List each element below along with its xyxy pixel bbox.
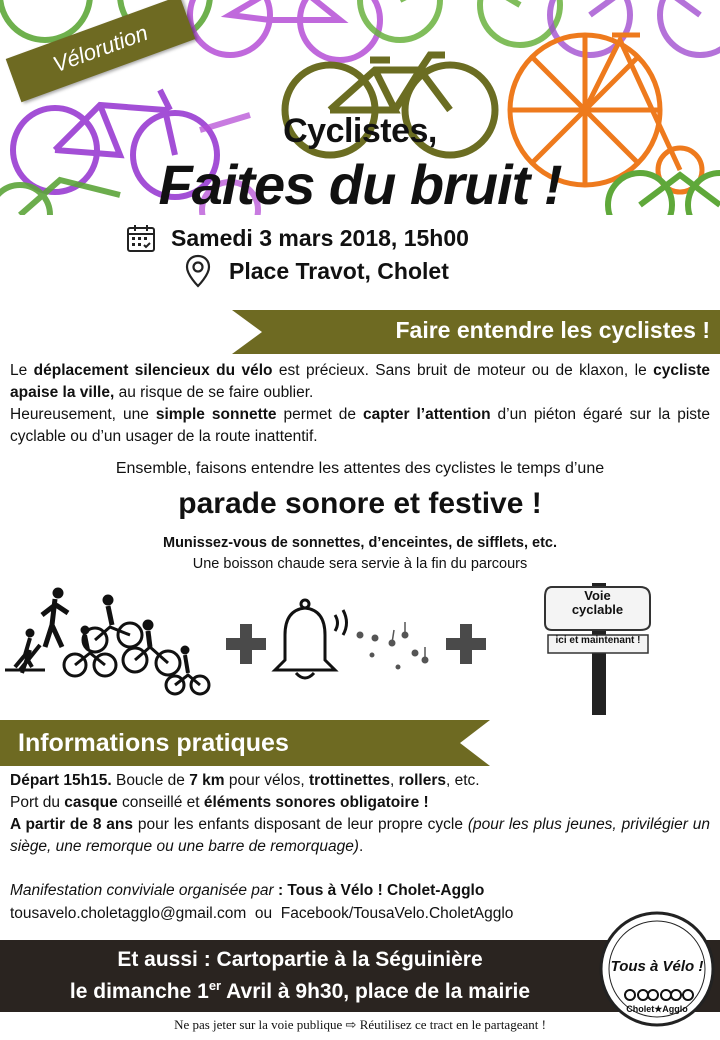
text-run: pour les enfants disposant de leur propre cycle <box>133 816 468 833</box>
ordinal-suffix: er <box>208 978 222 993</box>
sign-text <box>545 589 650 617</box>
bring-items: Munissez-vous de sonnettes, d’enceintes, de sifflets, etc. <box>162 535 558 551</box>
text-run: Le <box>10 362 34 379</box>
event-date <box>125 222 469 254</box>
contact-line: tousavelo.choletagglo@gmail.com ou Facebook/TousaVelo.CholetAgglo <box>10 905 514 922</box>
footer-text: Ne pas jeter sur la voie publique <box>174 1017 346 1032</box>
text-run: Port du <box>10 794 65 811</box>
text-run: d’un piéton égaré sur la piste cyclable ou d’un usager de la route inattentif. <box>10 406 710 445</box>
plus-icon <box>226 624 266 664</box>
text-run-italic: (pour les plus jeunes, privilégier un siège, une remorque ou une barre de remorquage) <box>10 816 710 855</box>
title-line-1: Cyclistes, <box>283 112 437 150</box>
title-line-2: Faites du bruit ! <box>158 153 562 216</box>
bell-icon <box>275 600 347 678</box>
parade-intro: Ensemble, faisons entendre les attentes des cyclistes le temps d’une <box>115 460 605 477</box>
text-run-bold: déplacement silencieux du vélo <box>33 362 273 379</box>
organizer-name: : Tous à Vélo ! Cholet-Agglo <box>277 882 485 899</box>
text-run-bold: 7 km <box>189 772 225 789</box>
practical-info <box>10 770 710 858</box>
organizer-line <box>10 882 484 900</box>
text-run: Heureusement, une <box>10 406 156 423</box>
sign-plate: ici et maintenant ! <box>555 635 641 646</box>
map-pin-icon <box>185 254 211 288</box>
family-cycling-silhouette <box>5 588 209 694</box>
text-run: est précieux. Sans bruit de moteur ou de klaxon, le <box>272 362 654 379</box>
text-run-bold: Départ 15h15. <box>10 772 112 789</box>
parade-headline: parade sonore et festive ! <box>178 487 542 520</box>
logo-text: Tous à Vélo ! <box>610 958 704 975</box>
music-notes-icon <box>357 622 428 669</box>
text-run-bold: trottinettes <box>309 772 390 789</box>
arrow-right-icon: ⇨ <box>345 1017 357 1032</box>
text-run-bold: éléments sonores obligatoire ! <box>203 794 429 811</box>
calendar-icon <box>125 222 157 254</box>
text-run-bold: casque <box>64 794 118 811</box>
text-run-bold: A partir de 8 ans <box>10 816 134 833</box>
sign-line-2: cyclable <box>571 602 624 617</box>
plus-icon <box>446 624 486 664</box>
text-run-bold: cycliste apaise la ville, <box>10 362 710 401</box>
event-place-text: Place Travot, Cholet <box>229 257 449 284</box>
logo-subtext: Cholet★Agglo <box>626 1004 688 1014</box>
intro-paragraph <box>10 360 710 448</box>
text-run: Avril à 9h30, place de la mairie <box>221 980 531 1003</box>
event-date-text: Samedi 3 mars 2018, 15h00 <box>171 224 469 251</box>
sign-line-1: Voie <box>584 588 611 603</box>
text-run-bold: rollers <box>398 772 446 789</box>
footer-note <box>0 1017 720 1033</box>
text-run-bold: capter l’attention <box>362 406 491 423</box>
text-run: pour vélos, <box>224 772 310 789</box>
text-run: conseillé et <box>117 794 204 811</box>
text-run: , etc. <box>445 772 480 789</box>
text-run-bold: simple sonnette <box>155 406 277 423</box>
text-run: Boucle de <box>111 772 190 789</box>
text-run: . <box>358 838 364 855</box>
section-heading-cyclists: Faire entendre les cyclistes ! <box>395 317 710 343</box>
footer-text: Réutilisez ce tract en le partageant ! <box>356 1017 546 1032</box>
text-run-italic: Manifestation conviviale organisée par <box>10 882 278 899</box>
ribbon-label: Vélorution <box>49 19 152 78</box>
section-heading-info: Informations pratiques <box>18 729 289 757</box>
tous-a-velo-logo <box>598 910 716 1028</box>
text-run: permet de <box>276 406 363 423</box>
event-place <box>185 254 449 288</box>
also-line-1: Et aussi : Cartopartie à la Séguinière <box>117 948 483 971</box>
hot-drink-note: Une boisson chaude sera servie à la fin du parcours <box>192 556 528 572</box>
text-run: , <box>389 772 399 789</box>
text-run: au risque de se faire oublier. <box>114 384 314 401</box>
text-run: le dimanche 1 <box>69 980 209 1003</box>
also-line-2 <box>0 978 600 1004</box>
